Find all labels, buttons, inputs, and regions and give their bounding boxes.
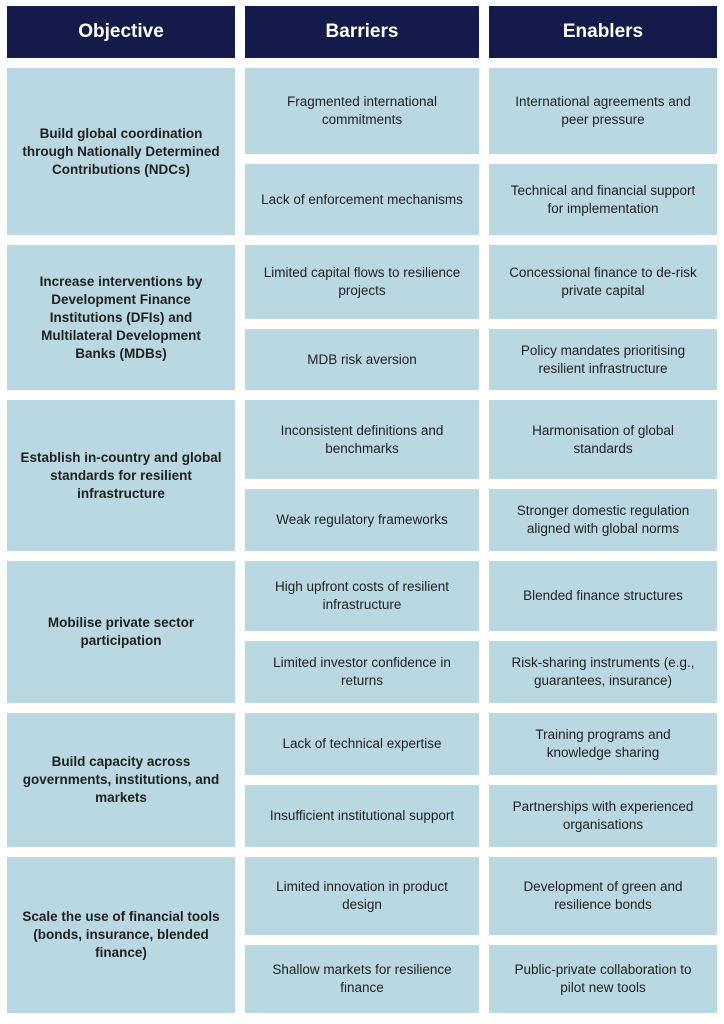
barrier-cell: Limited investor confidence in returns xyxy=(245,641,479,703)
enabler-cell: Public-private collaboration to pilot new tools xyxy=(489,945,717,1013)
enabler-cell: International agreements and peer pressure xyxy=(489,68,717,154)
barrier-cell: Limited innovation in product design xyxy=(245,857,479,935)
barrier-cell: Lack of technical expertise xyxy=(245,713,479,775)
enabler-cell: Risk-sharing instruments (e.g., guarantees, insurance) xyxy=(489,641,717,703)
barrier-cell: High upfront costs of resilient infrastructure xyxy=(245,561,479,631)
barrier-cell: Insufficient institutional support xyxy=(245,785,479,847)
barrier-cell: Shallow markets for resilience finance xyxy=(245,945,479,1013)
enabler-cell: Harmonisation of global standards xyxy=(489,400,717,479)
enabler-cell: Policy mandates prioritising resilient infrastructure xyxy=(489,329,717,390)
barrier-cell: Fragmented international commitments xyxy=(245,68,479,154)
objective-cell: Establish in-country and global standards for resilient infrastructure xyxy=(7,400,235,551)
enabler-cell: Development of green and resilience bonds xyxy=(489,857,717,935)
header-barriers: Barriers xyxy=(245,6,479,58)
enabler-cell: Partnerships with experienced organisations xyxy=(489,785,717,847)
barrier-cell: Limited capital flows to resilience projects xyxy=(245,245,479,319)
enabler-cell: Stronger domestic regulation aligned with global norms xyxy=(489,489,717,551)
objective-cell: Increase interventions by Development Finance Institutions (DFIs) and Multilateral Development Banks (MDBs) xyxy=(7,245,235,390)
header-objective: Objective xyxy=(7,6,235,58)
objective-cell: Scale the use of financial tools (bonds, insurance, blended finance) xyxy=(7,857,235,1013)
barrier-cell: Weak regulatory frameworks xyxy=(245,489,479,551)
barrier-cell: Lack of enforcement mechanisms xyxy=(245,164,479,235)
enabler-cell: Technical and financial support for implementation xyxy=(489,164,717,235)
enabler-cell: Blended finance structures xyxy=(489,561,717,631)
enabler-cell: Training programs and knowledge sharing xyxy=(489,713,717,775)
objective-cell: Build global coordination through Nationally Determined Contributions (NDCs) xyxy=(7,68,235,235)
objective-cell: Mobilise private sector participation xyxy=(7,561,235,703)
barrier-cell: Inconsistent definitions and benchmarks xyxy=(245,400,479,479)
enabler-cell: Concessional finance to de-risk private capital xyxy=(489,245,717,319)
header-enablers: Enablers xyxy=(489,6,717,58)
barrier-cell: MDB risk aversion xyxy=(245,329,479,390)
objective-cell: Build capacity across governments, institutions, and markets xyxy=(7,713,235,847)
